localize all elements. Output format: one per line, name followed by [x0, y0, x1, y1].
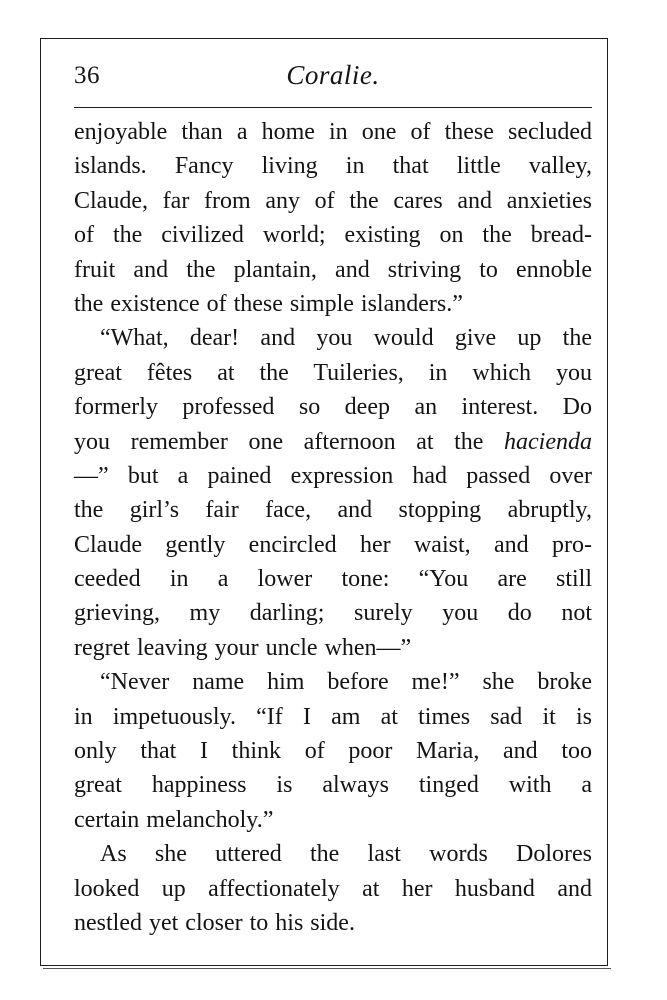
text-line: grieving, my darling; surely you do not	[74, 600, 592, 627]
text-line: great fêtes at the Tuileries, in which you	[74, 359, 592, 386]
text-line: regret leaving your uncle when—”	[74, 634, 412, 661]
text-line: only that I think of poor Maria, and too	[74, 738, 592, 765]
text-line: —” but a pained expression had passed over	[74, 462, 592, 489]
text-line: Claude, far from any of the cares and anxieties	[74, 187, 592, 214]
text-line: enjoyable than a home in one of these secluded	[74, 119, 592, 145]
text-line: islands. Fancy living in that little valley,	[74, 153, 592, 180]
text-line: the girl’s fair face, and stopping abruptly,	[74, 497, 592, 524]
text-line: “Never name him before me!” she broke	[100, 669, 592, 696]
text-line: great happiness is always tinged with a	[74, 772, 592, 799]
body-text	[74, 115, 592, 940]
text-line: ceeded in a lower tone: “You are still	[74, 566, 592, 593]
running-title: Coralie.	[286, 60, 380, 90]
text-line	[74, 425, 592, 459]
running-header	[74, 56, 592, 100]
text-line: looked up affectionately at her husband and	[74, 875, 592, 902]
text-line: in impetuously. “If I am at times sad it is	[74, 703, 592, 730]
text-line: formerly professed so deep an interest. Do	[74, 394, 592, 421]
page-number: 36	[74, 62, 100, 89]
italic-word: hacienda	[504, 428, 592, 455]
text-line: As she uttered the last words Dolores	[100, 841, 592, 868]
text-line: the existence of these simple islanders.”	[74, 290, 463, 317]
text-line: of the civilized world; existing on the bread-	[74, 222, 592, 249]
text-line: “What, dear! and you would give up the	[100, 325, 592, 352]
text-segment: you remember one afternoon at the	[74, 428, 505, 455]
text-line: Claude gently encircled her waist, and pro-	[74, 531, 592, 558]
text-line: certain melancholy.”	[74, 806, 274, 833]
text-line: fruit and the plantain, and striving to ennoble	[74, 256, 592, 283]
header-rule	[74, 107, 592, 108]
text-line: nestled yet closer to his side.	[74, 909, 355, 936]
